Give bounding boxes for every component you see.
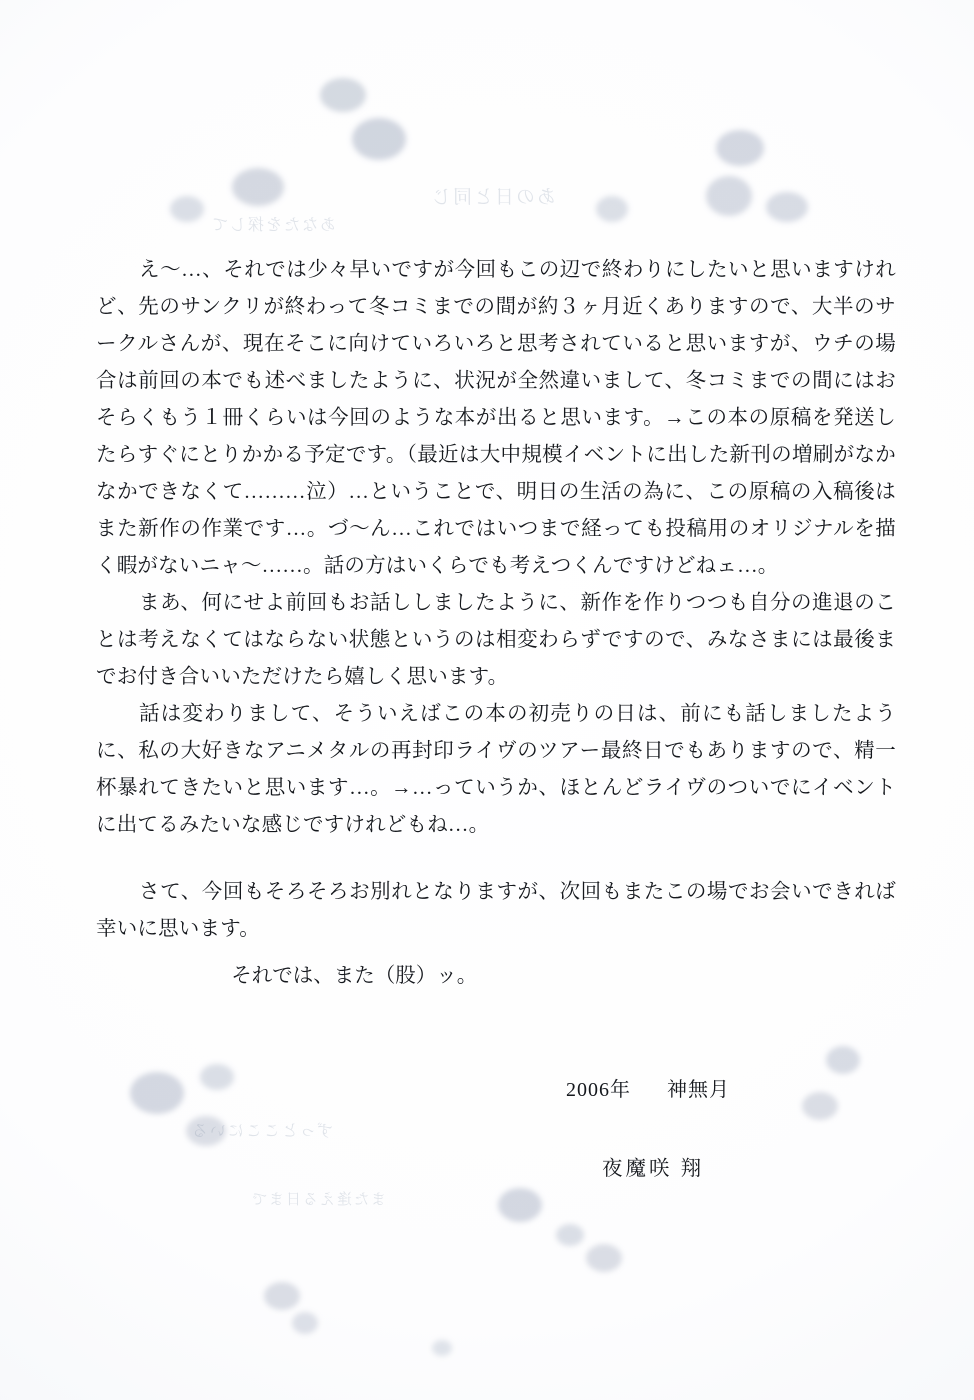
afterword-body [96, 252, 896, 1181]
paragraph: え〜…、それでは少々早いですが今回もこの辺で終わりにしたいと思いますけれど、先のサンクリが終わって冬コミまでの間が約３ヶ月近くありますので、大半のサークルさんが、現在そこに向けていろいろと思考されていると思いますが、ウチの場合は前回の本でも述べましたように、状況が全然違いまして、冬コミまでの間にはおそらくもう１冊くらいは今回のような本が出ると思います。→この本の原稿を発送したらすぐにとりかかる予定です。（最近は大中規模イベントに出した新刊の増刷がなかなかできなくて………泣）…ということで、明日の生活の為に、この原稿の入稿後はまた新作の作業です…。づ〜ん…これではいつまで経っても投稿用のオリジナルを描く暇がないニャ〜……。話の方はいくらでも考えつくんですけどねェ…。 [96, 259, 896, 577]
signature-year: 2006年 [566, 1079, 631, 1101]
show-through-text: あの日と同じ [430, 187, 557, 208]
closing-line: それでは、また（股）ッ。 [231, 965, 478, 987]
show-through-text: また逢える日まで [250, 1191, 387, 1208]
signature-month: 神無月 [667, 1079, 730, 1101]
scan-speckle [432, 1340, 452, 1356]
show-through-text: ずっとここにいる [190, 1123, 334, 1140]
scan-speckle [716, 130, 764, 166]
scan-speckle [556, 1224, 584, 1246]
scan-speckle [596, 196, 628, 222]
scan-speckle [170, 196, 204, 222]
scan-speckle [498, 1188, 542, 1222]
paragraph: さて、今回もそろそろお別れとなりますが、次回もまたこの場でお会いできれば幸いに思います。 [96, 881, 896, 940]
signature-date [566, 1073, 896, 1107]
show-through-text: あなたを探して [210, 217, 337, 234]
signature-block [96, 1073, 896, 1181]
scan-speckle [264, 1282, 300, 1310]
scan-speckle [586, 1244, 622, 1272]
scan-speckle [352, 118, 406, 160]
paragraph: まあ、何にせよ前回もお話ししましたように、新作を作りつつも自分の進退のことは考えなくてはならない状態というのは相変わらずですので、みなさまには最後までお付き合いいただけたら嬉しく思います。 [96, 592, 896, 688]
scan-speckle [292, 1312, 318, 1334]
scan-speckle [706, 176, 752, 216]
paragraph: 話は変わりまして、そういえばこの本の初売りの日は、前にも話しましたように、私の大好きなアニメタルの再封印ライヴのツアー最終日でもありますので、精一杯暴れてきたいと思います…。→…っていうか、ほとんどライヴのついでにイベントに出てるみたいな感じですけれどもね…。 [96, 703, 896, 836]
scan-speckle [766, 192, 808, 222]
signature-author: 夜魔咲 翔 [602, 1158, 705, 1180]
scan-speckle [232, 168, 284, 206]
scan-speckle [320, 78, 366, 112]
